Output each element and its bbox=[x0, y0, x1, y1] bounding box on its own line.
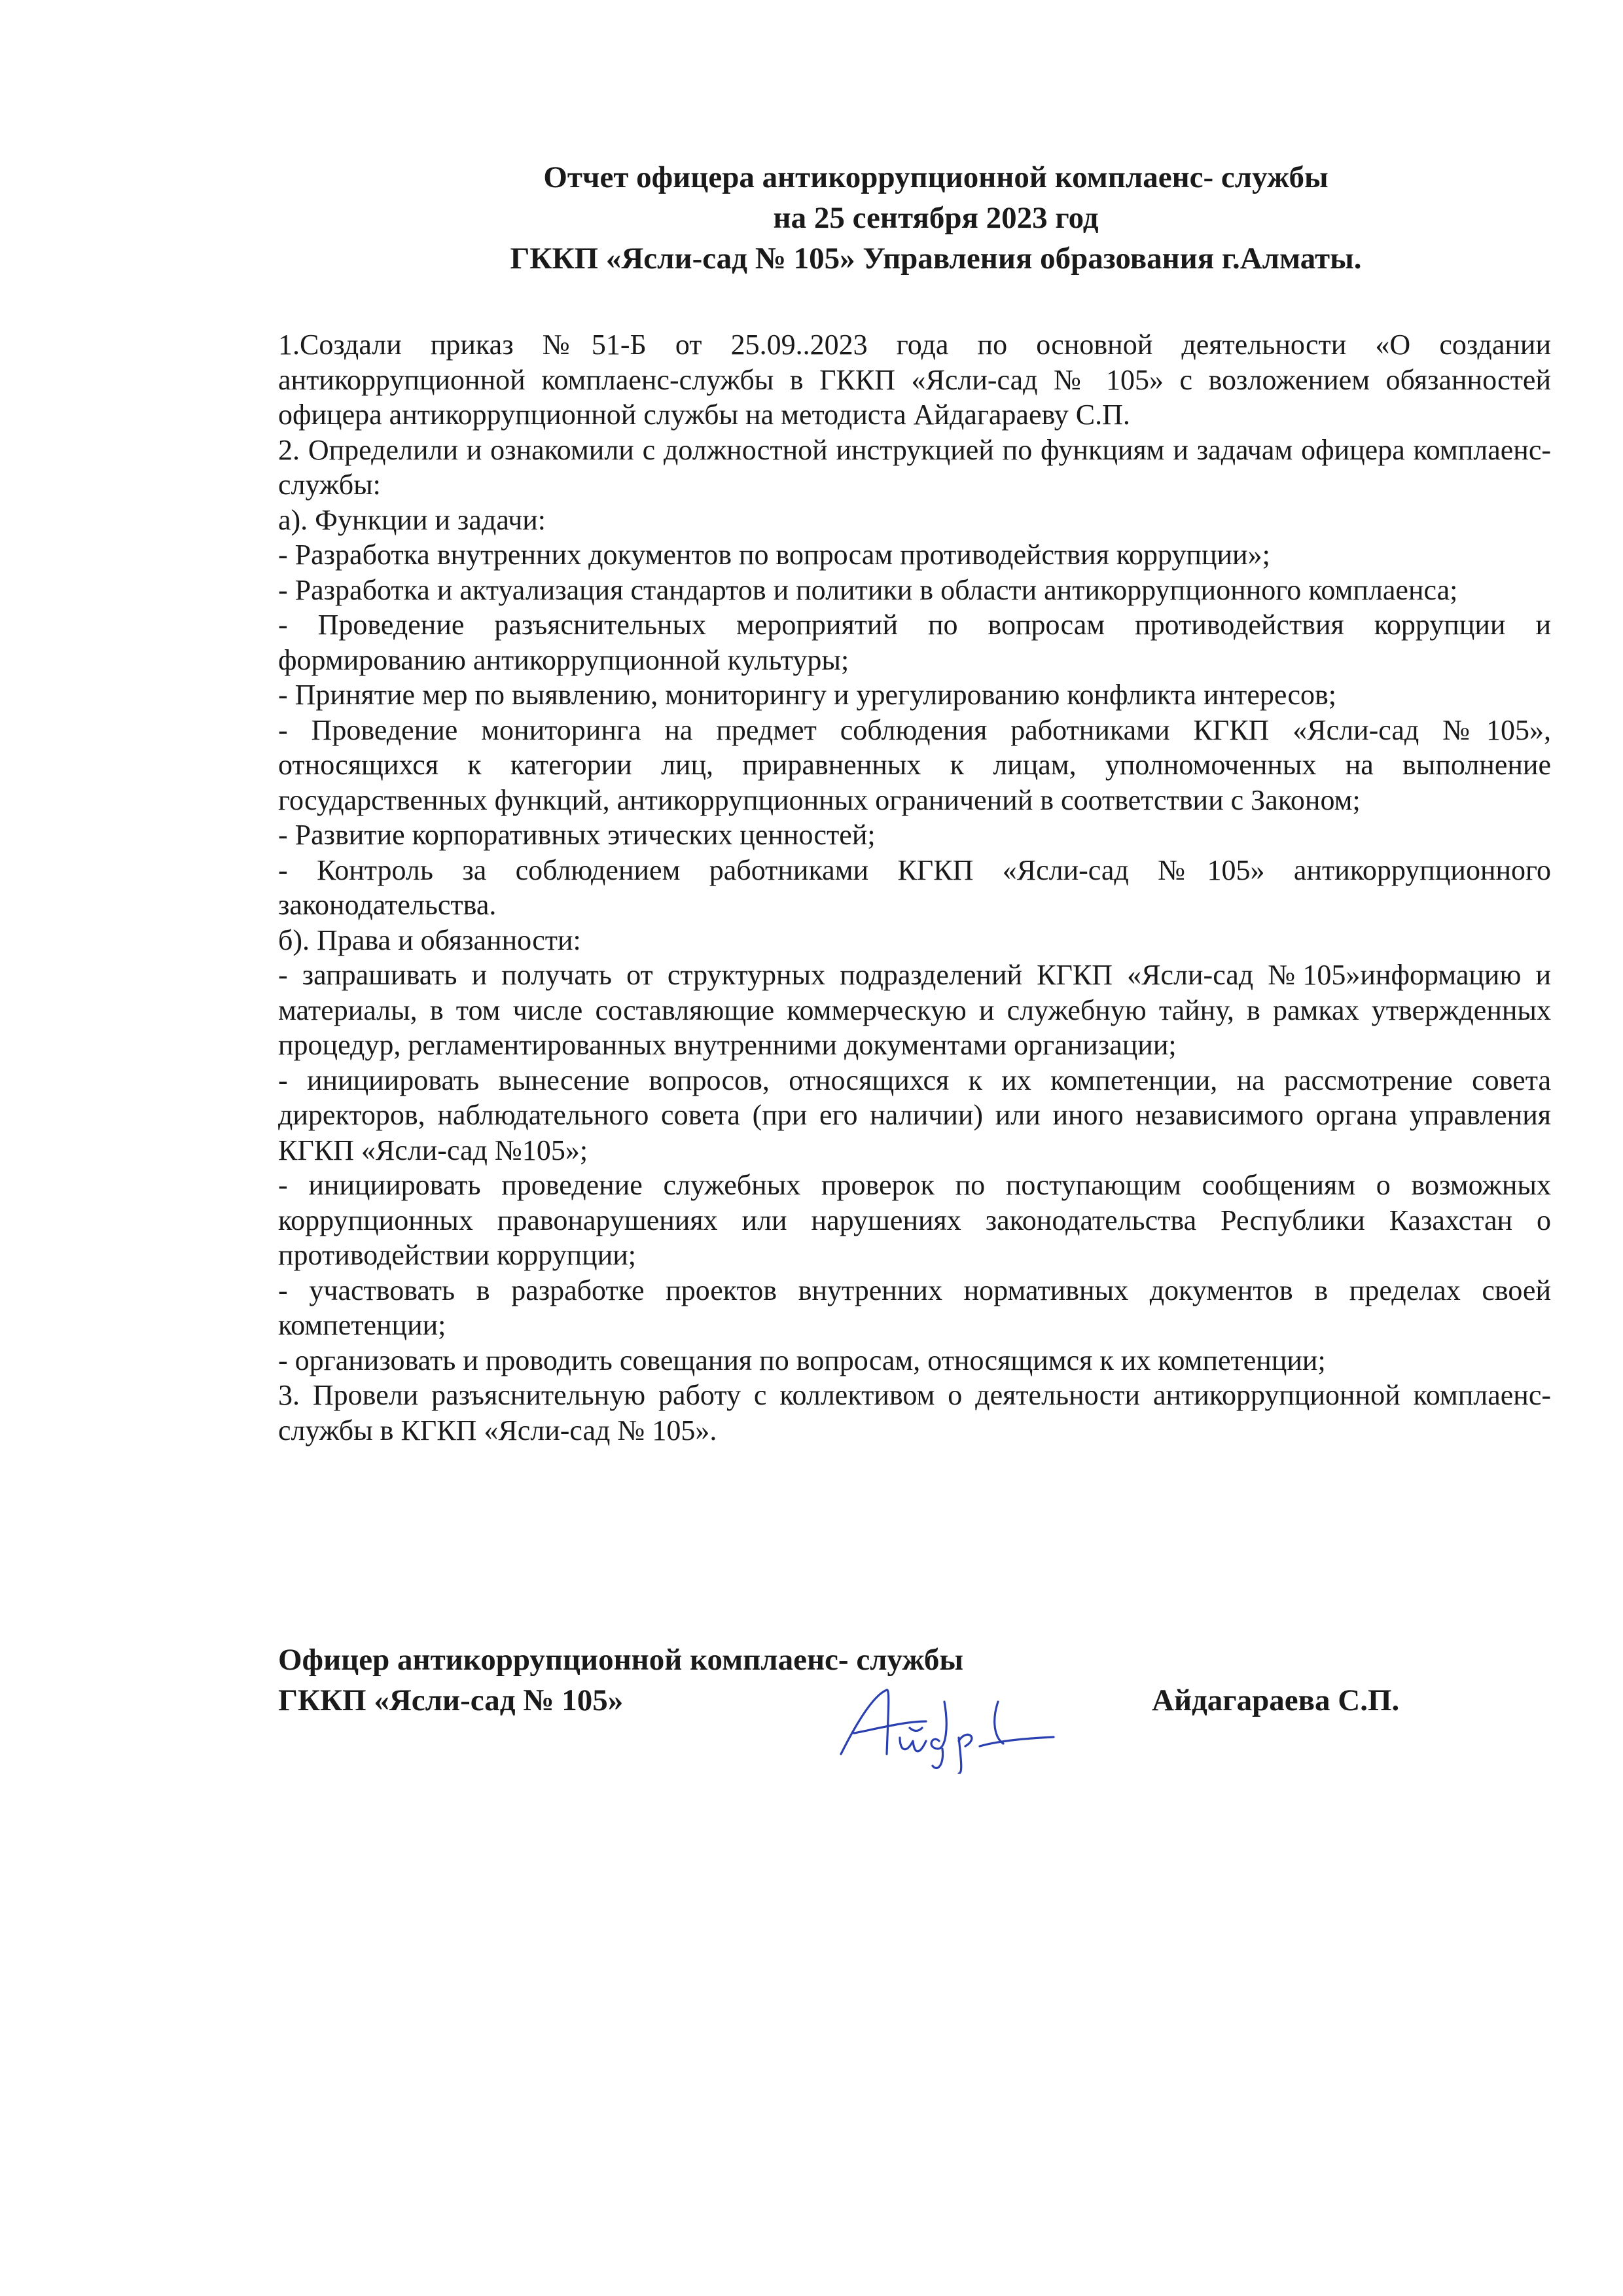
list-item: - Разработка внутренних документов по вопросам противодействия коррупции»; bbox=[278, 539, 1270, 571]
title-line-2: на 25 сентября 2023 год bbox=[773, 201, 1099, 235]
list-item: - организовать и проводить совещания по вопросам, относящимся к их компетенции; bbox=[278, 1344, 1326, 1376]
handwritten-signature-icon bbox=[828, 1676, 1063, 1774]
list-item: - инициировать проведение служебных проверок по поступающим сообщениям о возможных коррупционных правонарушениях или нарушениях законодательства Республики Казахстан о противодействии коррупции; bbox=[278, 1169, 1551, 1271]
list-item: - запрашивать и получать от структурных подразделений КГКП «Ясли-сад №105»информацию и материалы, в том числе составляющие коммерческую и служебную тайну, в рамках утвержденных процедур, регламентированных внутренними документами организации; bbox=[278, 959, 1551, 1061]
position-title: Офицер антикоррупционной комплаенс- службы bbox=[278, 1643, 964, 1677]
paragraph-2: 2. Определили и ознакомили с должностной инструкцией по функциям и задачам офицера комплаенс-службы: bbox=[278, 433, 1551, 501]
organization-name: ГККП «Ясли-сад № 105» bbox=[278, 1683, 624, 1717]
section-b-heading: б). Права и обязанности: bbox=[278, 924, 581, 956]
section-a-heading: а). Функции и задачи: bbox=[278, 503, 546, 536]
list-item: - Принятие мер по выявлению, мониторингу и урегулированию конфликта интересов; bbox=[278, 679, 1337, 711]
list-item: - участвовать в разработке проектов внутренних нормативных документов в пределах своей компетенции; bbox=[278, 1274, 1551, 1341]
paragraph-3: 3. Провели разъяснительную работу с коллективом о деятельности антикоррупционной комплаенс- службы в КГКП «Ясли-сад № 105». bbox=[278, 1379, 1551, 1446]
list-item: - Разработка и актуализация стандартов и политики в области антикоррупционного комплаенса; bbox=[278, 573, 1458, 606]
list-item: - Проведение разъяснительных мероприятий по вопросам противодействия коррупции и формированию антикоррупционной культуры; bbox=[278, 609, 1551, 676]
list-item: - Контроль за соблюдением работниками КГКП «Ясли-сад №105» антикоррупционного законодательства. bbox=[278, 853, 1551, 921]
paragraph-1: 1.Создали приказ №51-Б от 25.09..2023 года по основной деятельности «О создании антикоррупционной комплаенс-службы в ГККП «Ясли-сад № 105» с возложением обязанностей офицера антикоррупционной службы на методиста Айдагараеву С.П. bbox=[278, 329, 1551, 431]
title-line-1: Отчет офицера антикоррупционной комплаенс- службы bbox=[543, 160, 1329, 194]
report-body bbox=[278, 327, 1551, 1448]
title-line-3: ГККП «Ясли-сад № 105» Управления образования г.Алматы. bbox=[510, 242, 1362, 276]
document-title bbox=[353, 157, 1518, 279]
signer-name: Айдагараева С.П. bbox=[1152, 1683, 1400, 1717]
list-item: - Проведение мониторинга на предмет соблюдения работниками КГКП «Ясли-сад №105», относящихся к категории лиц, приравненных к лицам, уполномоченных на выполнение государственных функций, антикоррупционных ограничений в соответствии с Законом; bbox=[278, 713, 1551, 816]
list-item: - инициировать вынесение вопросов, относящихся к их компетенции, на рассмотрение совета директоров, наблюдательного совета (при его наличии) или иного независимого органа управления КГКП «Ясли-сад №105»; bbox=[278, 1064, 1551, 1166]
list-item: - Развитие корпоративных этических ценностей; bbox=[278, 819, 876, 851]
